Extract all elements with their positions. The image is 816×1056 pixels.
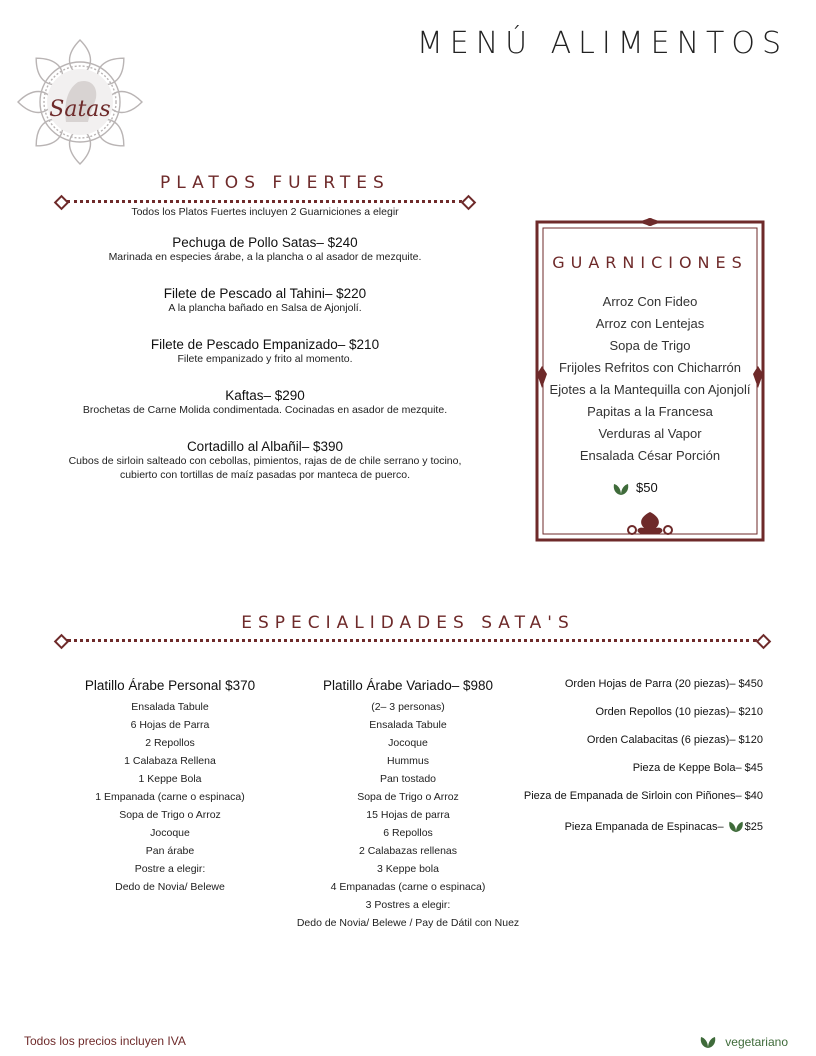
- list-item: (2– 3 personas): [371, 701, 445, 713]
- dish-name: Filete de Pescado al Tahini– $220: [163, 286, 367, 301]
- list-item: Verduras al Vapor: [598, 426, 702, 441]
- list-item: Ensalada Tabule: [369, 719, 447, 731]
- dish-item: [40, 388, 490, 417]
- list-item: Papitas a la Francesa: [587, 404, 713, 419]
- list-item: Orden Hojas de Parra (20 piezas)– $450: [564, 678, 763, 690]
- list-item: Orden Repollos (10 piezas)– $210: [595, 706, 763, 718]
- leaf-icon: [612, 480, 630, 496]
- guarniciones-box: [534, 216, 766, 546]
- dish-item: [40, 439, 490, 482]
- list-item: 3 Postres a elegir:: [365, 899, 451, 911]
- list-item: Ensalada Tabule: [131, 701, 209, 713]
- list-item: Ejotes a la Mantequilla con Ajonjolí: [549, 382, 751, 397]
- list-item: Arroz Con Fideo: [602, 294, 698, 309]
- list-item: Jocoque: [388, 737, 428, 749]
- item-label: Pieza Empanada de Espinacas–: [564, 821, 724, 833]
- leaf-icon: [727, 818, 745, 833]
- logo-text: Satas: [49, 97, 111, 122]
- list-item: Arroz con Lentejas: [595, 316, 705, 331]
- list-item: Sopa de Trigo o Arroz: [357, 791, 459, 803]
- list-item: Pieza de Empanada de Sirloin con Piñones– $40: [523, 790, 763, 802]
- list-item: 1 Empanada (carne o espinaca): [95, 791, 245, 803]
- list-item: 6 Hojas de Parra: [130, 719, 210, 731]
- platos-note: Todos los Platos Fuertes incluyen 2 Guarniciones a elegir: [131, 206, 399, 218]
- guarniciones-title: GUARNICIONES: [552, 253, 748, 272]
- dish-name: Filete de Pescado Empanizado– $210: [150, 337, 380, 352]
- list-item: 3 Keppe bola: [377, 863, 439, 875]
- list-item: Dedo de Novia/ Belewe / Pay de Dátil con Nuez: [296, 917, 520, 929]
- legend-label: vegetariano: [725, 1035, 788, 1049]
- guarniciones-list: [534, 291, 766, 467]
- list-item: 2 Calabazas rellenas: [358, 845, 458, 857]
- list-item: Pieza de Keppe Bola– $45: [632, 762, 763, 774]
- especialidades-col2: [283, 676, 533, 932]
- platos-list: [40, 205, 490, 482]
- dish-desc: Brochetas de Carne Molida condimentada. Cocinadas en asador de mezquite.: [82, 404, 448, 416]
- list-item: Sopa de Trigo: [609, 338, 691, 353]
- list-item: Jocoque: [150, 827, 190, 839]
- list-item: 4 Empanadas (carne o espinaca): [330, 881, 486, 893]
- list-item: Pan tostado: [379, 773, 437, 785]
- guarniciones-price: $50: [636, 480, 658, 495]
- list-item: Postre a elegir:: [134, 863, 206, 875]
- dish-desc: Marinada en especies árabe, a la plancha o al asador de mezquite.: [108, 251, 422, 263]
- divider-diamond-right: [756, 634, 772, 650]
- list-item: Ensalada César Porción: [579, 448, 721, 463]
- dish-desc: cubierto con tortillas de maíz pasadas por manteca de puerco.: [119, 469, 411, 481]
- list-item: 6 Repollos: [383, 827, 433, 839]
- list-item: Hummus: [386, 755, 429, 767]
- logo: [14, 36, 146, 168]
- especialidades-title: ESPECIALIDADES SATA'S: [241, 613, 575, 633]
- dish-item: [40, 286, 490, 315]
- col-head: Platillo Árabe Personal $370: [84, 678, 256, 693]
- col-head: Platillo Árabe Variado– $980: [322, 678, 494, 693]
- dish-desc: Filete empanizado y frito al momento.: [177, 353, 353, 365]
- especialidades-col3: [500, 678, 763, 838]
- logo-mandala-icon: [14, 36, 146, 168]
- list-item: 1 Calabaza Rellena: [124, 755, 216, 767]
- list-item-vegetarian: [500, 818, 763, 838]
- platos-title: PLATOS FUERTES: [160, 173, 390, 193]
- list-item: Pan árabe: [145, 845, 195, 857]
- list-item: 1 Keppe Bola: [138, 773, 202, 785]
- footer-legend: [699, 1033, 788, 1051]
- dish-item: [40, 235, 490, 264]
- page-title: MENÚ ALIMENTOS: [416, 26, 788, 61]
- dish-desc: A la plancha bañado en Salsa de Ajonjolí.: [168, 302, 362, 314]
- list-item: 15 Hojas de parra: [366, 809, 450, 821]
- dish-desc: Cubos de sirloin salteado con cebollas, pimientos, rajas de de chile serrano y tocino,: [68, 455, 462, 467]
- list-item: Orden Calabacitas (6 piezas)– $120: [586, 734, 763, 746]
- divider-line: [67, 639, 757, 642]
- especialidades-col1: [70, 676, 270, 896]
- divider-line: [67, 200, 462, 203]
- list-item: Sopa de Trigo o Arroz: [119, 809, 221, 821]
- item-price: $25: [744, 821, 763, 833]
- dish-item: [40, 337, 490, 366]
- leaf-icon: [699, 1033, 717, 1049]
- list-item: Dedo de Novia/ Belewe: [115, 881, 225, 893]
- guarniciones-price-row: [612, 478, 712, 498]
- dish-name: Cortadillo al Albañil– $390: [186, 439, 344, 454]
- dish-name: Kaftas– $290: [225, 388, 305, 403]
- dish-name: Pechuga de Pollo Satas– $240: [172, 235, 358, 250]
- list-item: 2 Repollos: [145, 737, 195, 749]
- footer-note: Todos los precios incluyen IVA: [24, 1034, 186, 1048]
- list-item: Frijoles Refritos con Chicharrón: [558, 360, 742, 375]
